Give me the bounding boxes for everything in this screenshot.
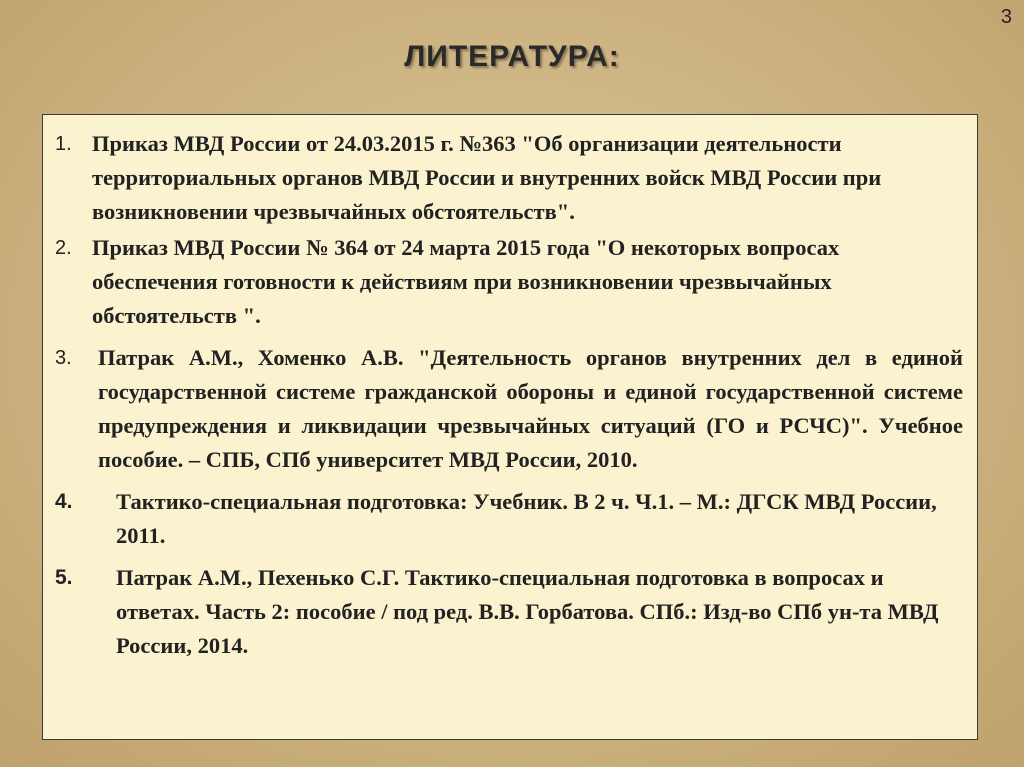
reference-number: 5. [55,566,73,589]
reference-item-4 [55,485,963,553]
page-title: ЛИТЕРАТУРА: [404,40,620,73]
references-box [42,114,978,740]
slide-number: 3 [1000,6,1012,28]
reference-number: 3. [55,347,72,369]
reference-text: Патрак А.М., Пехенько С.Г. Тактико-специальная подготовка в вопросах и ответах. Часть 2: пособие / под ред. В.В. Горбатова. СПб.: Изд-во СПб ун-та МВД России, 2014. [116,565,939,658]
reference-list [55,127,963,663]
reference-item-3 [55,341,963,477]
reference-number: 1. [55,133,72,155]
reference-text: Приказ МВД России от 24.03.2015 г. №363 "Об организации деятельности территориальных органов МВД России и внутренних войск МВД России при возникновении чрезвычайных обстоятельств". [92,131,882,224]
reference-number: 4. [55,490,73,513]
reference-text: Приказ МВД России № 364 от 24 марта 2015 года "О некоторых вопросах обеспечения готовности к действиям при возникновении чрезвычайных обстоятельств ". [92,235,840,328]
reference-item-1 [55,127,963,229]
reference-item-5 [55,561,963,663]
reference-number: 2. [55,237,72,259]
reference-text: Патрак А.М., Хоменко А.В. "Деятельность органов внутренних дел в единой государственной системе гражданской обороны и единой государственной системе предупреждения и ликвидации чрезвычайных ситуаций (ГО и РСЧС)". Учебное пособие. – СПБ, СПб университет МВД России, 2010. [98,345,963,472]
reference-item-2 [55,231,963,333]
reference-text: Тактико-специальная подготовка: Учебник. В 2 ч. Ч.1. – М.: ДГСК МВД России, 2011. [116,489,937,548]
